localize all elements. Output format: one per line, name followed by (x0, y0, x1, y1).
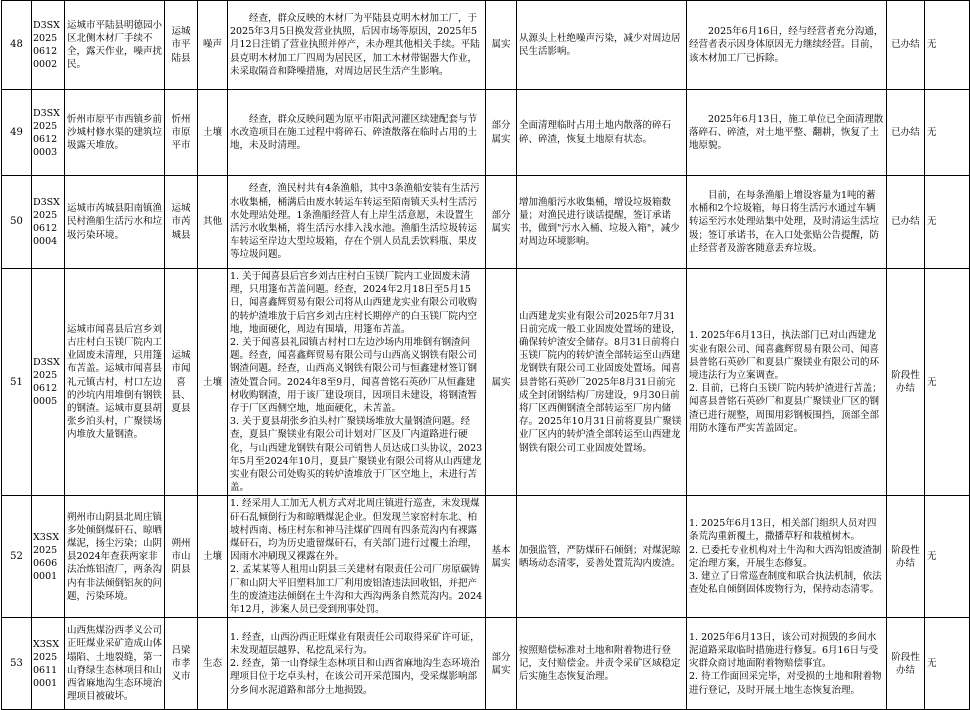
location: 运城市平陆县 (165, 1, 198, 90)
measures-text: 增加渔船污水收集桶，增设垃圾箱数量；对渔民进行谈话提醒，签订承诺书，做到"污水入桶、垃圾入箱"，减少对周边环境影响。 (517, 176, 687, 269)
progress-text: 目前，在每条渔船上增设容量为1吨的蓄水桶和2个垃圾箱，每日将生活污水通过车辆转运至污水处理站集中处理，及时清运生活垃圾；签订承诺书，在入口处张贴公告提醒，防止经营者及游客随意丢弃垃圾。 (687, 176, 887, 269)
table-row (2, 496, 970, 618)
table-row (2, 269, 970, 496)
issue-text: 忻州市原平市西镇乡前沙城村修水渠的建筑垃圾露天堆放。 (65, 90, 165, 176)
status: 阶段性办结 (887, 618, 925, 710)
row-number: 52 (2, 496, 32, 618)
measures-text: 全面清理临时占用土地内散落的碎石碎、碎渣，恢复土地原有状态。 (517, 90, 687, 176)
progress-text (687, 496, 887, 618)
case-code: D3SX202506120004 (32, 176, 65, 269)
investigation-item: 2. 经查，第一山脊绿生态林项目和山西省麻地沟生态环境治理项目位于圪卓头村，在该公司开采范围内，受采煤影响部分乡间水泥道路和部分土地损毁。 (230, 658, 480, 696)
pollution-type: 土壤 (198, 269, 228, 496)
status: 已办结 (887, 1, 925, 90)
investigation-text (228, 269, 486, 496)
status: 阶段性办结 (887, 496, 925, 618)
progress-item: 1. 2025年6月13日，相关部门组织人员对四条荒沟重新覆土，撒播草籽和栽植树木。 (689, 518, 877, 543)
issue-text: 朔州市山阴县北周庄镇多处倾倒煤矸石、晾晒煤泥，扬尘污染；山阴县2024年查获两家非法冶炼铝渣厂，两条沟内有非法倾倒铝灰的问题，污染环境。 (65, 496, 165, 618)
note: 无 (925, 90, 970, 176)
investigation-item: 2. 关于闻喜县礼园镇古村村口左边沙场内用堆倒有钢渣问题。经查，闻喜鑫辉贸易有限公司与山西高义钢铁有限公司钢渣问题。经查，山西高义钢铁有限公司与恒鑫建材签订钢渣处置合同。2024年8至9月，闻喜普铭石英砂厂从恒鑫建材收购钢渣，用于该厂建设项目，因项目未建设，将钢渣暂存于厂区西侧空地，地面硬化，未苫盖。 (230, 337, 478, 415)
progress-text (687, 269, 887, 496)
verdict: 基本属实 (486, 496, 517, 618)
pollution-type: 噪声 (198, 1, 228, 90)
location: 朔州市山阴县 (165, 496, 198, 618)
measures-text: 从源头上杜绝噪声污染，减少对周边居民生活影响。 (517, 1, 687, 90)
issue-text: 运城市闻喜县后宫乡刘古庄村白玉镁厂院内工业固废未清理，只用篷布苫盖。运城市闻喜县礼元镇古村，村口左边的沙坑内用堆倒有钢铁的钢渣。运城市夏县胡张乡泊头村，广聚镁场内堆放大量钢渣。 (65, 269, 165, 496)
table-row (2, 1, 970, 90)
progress-item: 1. 2025年6月13日，该公司对损毁的乡间水泥道路采取临时措施进行修复。6月16日与受灾群众商讨地面附着物赔偿事宜。 (689, 631, 879, 670)
progress-item: 1. 2025年6月13日，执法部门已对山西建龙实业有限公司、闻喜鑫辉贸易有限公司、闻喜县普铭石英砂厂和夏县广聚镁业有限公司的环境违法行为立案调查。 (689, 330, 880, 382)
location: 运城市芮城县 (165, 176, 198, 269)
note: 无 (925, 269, 970, 496)
location: 运城市闻喜县、夏县 (165, 269, 198, 496)
row-number: 50 (2, 176, 32, 269)
investigation-text (228, 496, 486, 618)
pollution-type: 土壤 (198, 496, 228, 618)
note: 无 (925, 1, 970, 90)
case-code: D3SX202506120005 (32, 269, 65, 496)
issue-text: 山西焦煤汾西孝义公司正旺煤业采矿造成山体塌陷、土地裂缝，第一山脊绿生态林项目和山西省麻地沟生态环境治理项目被破坏。 (65, 618, 165, 710)
issue-text: 运城市平陆县明德园小区北侧木材厂手续不全，露天作业，噪声扰民。 (65, 1, 165, 90)
case-code: X3SX202506060001 (32, 496, 65, 618)
progress-text: 2025年6月13日，施工单位已全面清理散落碎石、碎渣，对土地平整、翻耕，恢复了土地原貌。 (687, 90, 887, 176)
row-number: 49 (2, 90, 32, 176)
investigation-item: 1. 经采用人工加无人机方式对北周庄镇进行巡查，未发现煤矸石乱倾倒行为和晾晒煤泥企业。但发现兰家窑村东北、柏坡村西南、杨庄村东和神马洼煤矿四周有四条荒沟内有裸露煤矸石，均为历史遗留煤矸石，有关部门进行过覆土治理，因雨水冲刷现又裸露在外。 (230, 498, 480, 563)
table-row (2, 176, 970, 269)
verdict: 属实 (486, 1, 517, 90)
pollution-type: 土壤 (198, 90, 228, 176)
measures-text: 加强监管，严防煤矸石倾倒；对煤泥晾晒场动态清零，妥善处置荒沟内废渣。 (517, 496, 687, 618)
verdict: 部分属实 (486, 176, 517, 269)
investigation-text: 经查，群众反映问题为原平市阳武河灌区续建配套与节水改造项目在施工过程中将碎石、碎渣散落在临时占用的土地，未及时清理。 (228, 90, 486, 176)
pollution-type: 其他 (198, 176, 228, 269)
status: 已办结 (887, 176, 925, 269)
row-number: 51 (2, 269, 32, 496)
progress-item: 2. 目前，已将白玉镁厂院内转炉渣进行苫盖；闻喜县普铭石英砂厂和夏县广聚镁业厂区的钢渣已进行规整，周围用彩钢板围挡，顶部全部用防水篷布严实苫盖固定。 (689, 383, 882, 434)
progress-item: 2. 已委托专业机构对土牛沟和大西沟铝废渣制定治理方案，开展生态修复。 (689, 544, 882, 569)
row-number: 53 (2, 618, 32, 710)
pollution-type: 生态 (198, 618, 228, 710)
investigation-item: 3. 关于夏县胡张乡泊头村广聚镁场堆放大量钢渣问题。经查，夏县广聚镁业有限公司计划对厂区及厂内道路进行硬化，与山西建龙钢铁有限公司销售人员达成口头协议，2023年5月至2024年10月，夏县广聚镁业有限公司将从山西建龙实业有限公司处购买的转炉渣堆放于厂区空地上，未进行苫盖。 (230, 416, 483, 494)
investigation-text: 经查，渔民村共有4条渔船，其中3条渔船安装有生活污水收集桶，桶满后由废水转运车转运至陌南镇天头村生活污水处理站处理。1条渔船经营人有上岸生活意愿，未设置生活污水收集桶，将生活污水排入浅水池。渔船生活垃圾转运车转运至岸边大型垃圾箱，存在个别人员乱丢饮料瓶、果皮等垃圾问题。 (228, 176, 486, 269)
status: 已办结 (887, 90, 925, 176)
investigation-item: 1. 关于闻喜县后宫乡刘古庄村白玉镁厂院内工业固废未清理，只用篷布苫盖问题。经查，2024年2月18日至5月15日，闻喜鑫辉贸易有限公司将从山西建龙实业有限公司收购的转炉渣堆放于后宫乡刘古庄村长期停产的白玉镁厂院内空地，地面硬化，周边有围墙，用篷布苫盖。 (230, 271, 478, 335)
row-number: 48 (2, 1, 32, 90)
progress-item: 3. 建立了日常巡查制度和联合执法机制，依法查处私自倾倒固体废物行为，保持动态清零。 (689, 571, 882, 596)
verdict: 部分属实 (486, 90, 517, 176)
progress-text: 2025年6月16日，经与经营者充分沟通，经营者表示因身体原因无力继续经营。目前，该木材加工厂已拆除。 (687, 1, 887, 90)
progress-item: 2. 待工作面回采完毕，对受损的土地和附着物进行登记，及时开展土地生态恢复治理。 (689, 671, 882, 696)
measures-text: 按照赔偿标准对土地和附着物进行登记，支付赔偿金。并责令采矿区域稳定后实施生态恢复治理。 (517, 618, 687, 710)
note: 无 (925, 618, 970, 710)
location: 吕梁市孝义市 (165, 618, 198, 710)
verdict: 部分属实 (486, 618, 517, 710)
measures-text: 山西建龙实业有限公司2025年7月31日前完成一般工业固废处置场的建设，确保转炉渣安全储存。8月31日前将白玉镁厂院内的转炉渣全部转运至山西建龙钢铁有限公司工业固废处置场。闻喜县普铭石英砂厂2025年8月31日前完成全封闭钢结构厂房建设，9月30日前将厂区西侧钢渣全部转运至厂房内储存。2025年10月31日前将夏县广聚镁业厂区内的转炉渣全部转运至山西建龙钢铁有限公司工业固废处置场。 (517, 269, 687, 496)
case-code: D3SX202506120002 (32, 1, 65, 90)
issue-text: 运城市芮城县阳南镇渔民村渔船生活污水和垃圾污染环境。 (65, 176, 165, 269)
table-row (2, 90, 970, 176)
note: 无 (925, 176, 970, 269)
investigation-item: 1. 经查，山西汾西正旺煤业有限责任公司取得采矿许可证，未发现超层越界、私挖乱采行为。 (230, 631, 480, 656)
verdict: 属实 (486, 269, 517, 496)
case-table (1, 0, 970, 710)
case-code: D3SX202506120003 (32, 90, 65, 176)
investigation-text: 经查，群众反映的木材厂为平陆县克明木材加工厂，于2025年3月5日换发营业执照，后因市场等原因，2025年5月12日注销了营业执照并停产，未办理其他相关手续。平陆县克明木材加工厂四周为居民区，加工木材带锯器大作业，未采取隔音和降噪措施，对周边居民生活产生影响。 (228, 1, 486, 90)
case-code: X3SX202506110001 (32, 618, 65, 710)
status: 阶段性办结 (887, 269, 925, 496)
investigation-item: 2. 孟某某等人租用山阴县三关建材有限责任公司厂房原碳铸厂和山阴大平旧塑料加工厂利用废铝渣违法回收铝，并把产生的废渣违法倾倒在土牛沟和大西沟两条自然荒沟内。2024年12月，涉案人员已受到刑事处罚。 (230, 564, 483, 616)
note: 无 (925, 496, 970, 618)
location: 忻州市原平市 (165, 90, 198, 176)
